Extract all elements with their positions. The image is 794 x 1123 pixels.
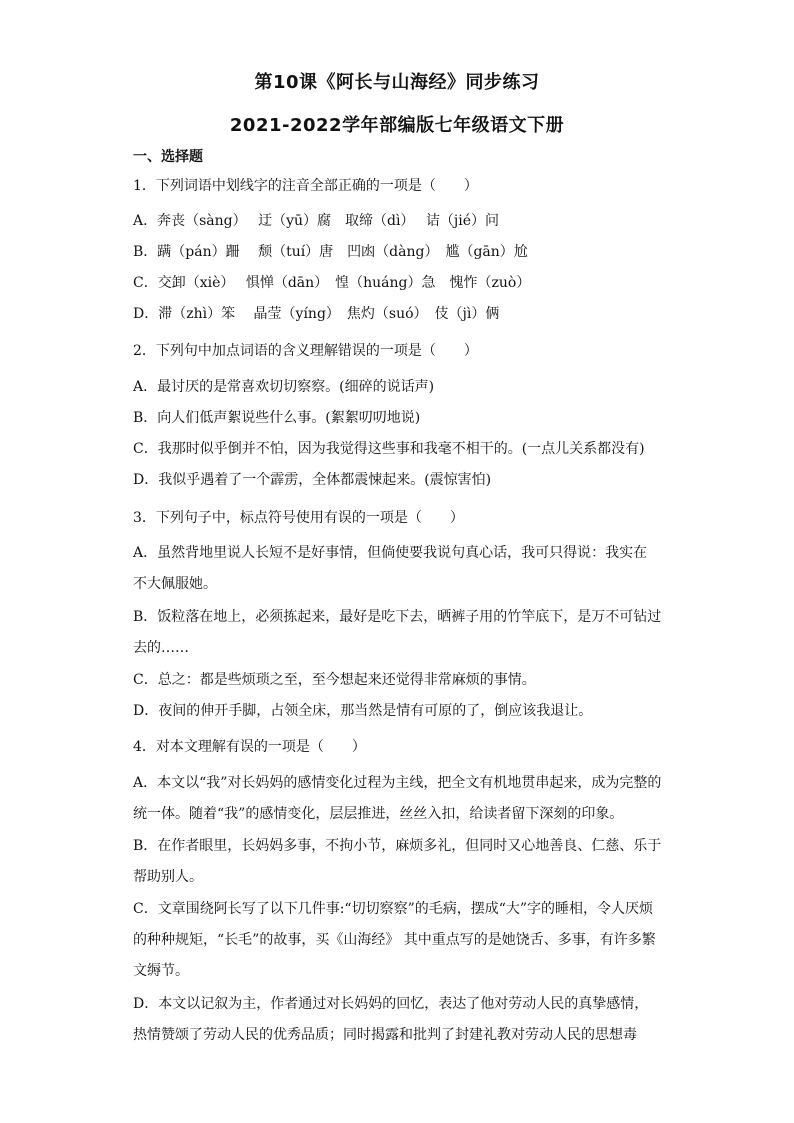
question-1-option-b: B．蹒（pán）跚 颓（tuí）唐 凹凼（dàng） 尴（gān）尬 [133,244,528,260]
question-3-stem: 3．下列句子中，标点符号使用有误的一项是（ ） [133,510,464,526]
question-2-stem: 2．下列句中加点词语的含义理解错误的一项是（ ） [133,343,478,359]
question-2-option-d: D．我似乎遇着了一个霹雳，全体都震悚起来。(震惊害怕) [133,472,492,488]
question-4-option-d-line2: 热情赞颂了劳动人民的优秀品质；同时揭露和批判了封建礼教对劳动人民的思想毒 [133,1027,637,1043]
question-3-option-b-line2: 去的…… [133,640,189,656]
question-4-option-c-line3: 文缛节。 [133,963,189,979]
question-4-option-a-line1: A．本文以“我”对长妈妈的感情变化过程为主线，把全文有机地贯串起来，成为完整的 [133,775,662,791]
question-3-option-b-line1: B．饭粒落在地上，必须拣起来，最好是吃下去，晒裤子用的竹竿底下，是万不可钻过 [133,609,662,625]
question-4-option-b-line2: 帮助别人。 [133,869,203,885]
question-3-option-c: C．总之：都是些烦琐之至，至今想起来还觉得非常麻烦的事情。 [133,672,536,688]
question-4-option-a-line2: 统一体。随着“我”的感情变化，层层推进，丝丝入扣，给读者留下深刻的印象。 [133,806,624,822]
section-heading: 一、选择题 [133,149,203,165]
question-3-option-d: D．夜间的伸开手脚，占领全床，那当然是情有可原的了，倒应该我退让。 [133,703,593,719]
document-subtitle: 2021-2022学年部编版七年级语文下册 [229,115,565,136]
question-1-option-a: A．奔丧（sàng） 迂（yū）腐 取缔（dì） 诘（jié）问 [133,213,499,229]
question-3-option-a-line1: A．虽然背地里说人长短不是好事情，但倘使要我说句真心话，我可只得说：我实在 [133,545,648,561]
question-3-option-a-line2: 不大佩服她。 [133,576,217,592]
question-4-option-b-line1: B．在作者眼里，长妈妈多事，不拘小节，麻烦多礼，但同时又心地善良、仁慈、乐于 [133,838,662,854]
question-2-option-b: B．向人们低声絮说些什么事。(絮絮叨叨地说) [133,410,421,426]
question-1-stem: 1．下列词语中划线字的注音全部正确的一项是（ ） [133,178,478,194]
question-2-option-a: A．最讨厌的是常喜欢切切察察。(细碎的说话声) [133,379,435,395]
question-1-option-d: D．滞（zhì）笨 晶莹（yíng） 焦灼（suó） 伎（jì）俩 [133,306,500,322]
question-1-option-c: C．交卸（xiè） 惧惮（dān） 惶（huáng）急 愧怍（zuò） [133,275,531,291]
question-4-option-d-line1: D．本文以记叙为主，作者通过对长妈妈的回忆，表达了他对劳动人民的真挚感情， [133,996,649,1012]
question-4-option-c-line2: 的种种规矩，“长毛”的故事，买《山海经》 其中重点写的是她饶舌、多事，有许多繁 [133,932,656,948]
question-4-stem: 4．对本文理解有误的一项是（ ） [133,739,366,755]
question-2-option-c: C．我那时似乎倒并不怕，因为我觉得这些事和我毫不相干的。(一点儿关系都没有) [133,441,645,457]
question-4-option-c-line1: C．文章围绕阿长写了以下几件事:“切切察察”的毛病，摆成“大”字的睡相，令人厌烦 [133,901,654,917]
document-title: 第10课《阿长与山海经》同步练习 [254,72,540,93]
